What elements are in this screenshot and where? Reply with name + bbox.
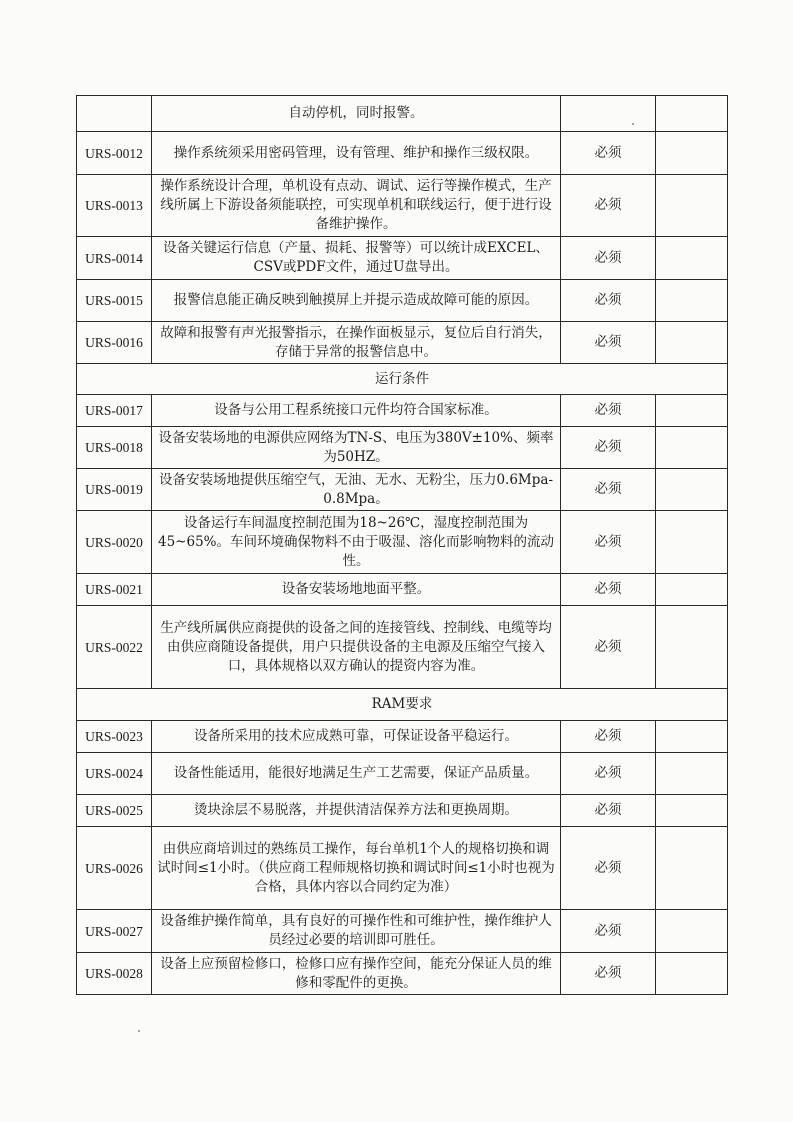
requirement-id: URS-0027 bbox=[77, 910, 152, 953]
requirement-row bbox=[77, 237, 728, 280]
requirements-table bbox=[76, 95, 728, 995]
requirement-description: 设备性能适用，能很好地满足生产工艺需要，保证产品质量。 bbox=[152, 753, 561, 795]
requirement-id: URS-0025 bbox=[77, 795, 152, 827]
requirement-id: URS-0028 bbox=[77, 953, 152, 995]
requirement-priority: 必须 bbox=[561, 237, 656, 280]
requirement-remark bbox=[656, 96, 728, 132]
section-title: 运行条件 bbox=[77, 364, 728, 395]
requirement-id: URS-0026 bbox=[77, 827, 152, 910]
requirement-id: URS-0024 bbox=[77, 753, 152, 795]
section-header-row bbox=[77, 364, 728, 395]
requirement-id: URS-0019 bbox=[77, 469, 152, 511]
requirement-priority: 必须 bbox=[561, 427, 656, 469]
requirement-row bbox=[77, 753, 728, 795]
requirement-id: URS-0018 bbox=[77, 427, 152, 469]
requirement-remark bbox=[656, 427, 728, 469]
requirement-remark bbox=[656, 132, 728, 175]
requirement-row bbox=[77, 795, 728, 827]
requirement-row bbox=[77, 721, 728, 753]
requirement-description: 设备安装场地地面平整。 bbox=[152, 574, 561, 606]
requirement-remark bbox=[656, 511, 728, 574]
requirement-priority: 必须 bbox=[561, 953, 656, 995]
requirement-priority: 必须 bbox=[561, 132, 656, 175]
requirement-description: 由供应商培训过的熟练员工操作，每台单机1个人的规格切换和调试时间≤1小时。（供应商工程师规格切换和调试时间≤1小时也视为合格，具体内容以合同约定为准） bbox=[152, 827, 561, 910]
requirement-priority: 必须 bbox=[561, 721, 656, 753]
requirement-row bbox=[77, 395, 728, 427]
requirement-id: URS-0023 bbox=[77, 721, 152, 753]
requirement-remark bbox=[656, 395, 728, 427]
scan-speck bbox=[138, 1030, 140, 1032]
requirement-row bbox=[77, 606, 728, 689]
requirement-id: URS-0012 bbox=[77, 132, 152, 175]
requirement-remark bbox=[656, 237, 728, 280]
requirement-priority: 必须 bbox=[561, 322, 656, 364]
requirement-priority bbox=[561, 96, 656, 132]
requirement-priority: 必须 bbox=[561, 511, 656, 574]
requirement-priority: 必须 bbox=[561, 606, 656, 689]
requirement-description: 设备安装场地提供压缩空气，无油、无水、无粉尘，压力0.6Mpa-0.8Mpa。 bbox=[152, 469, 561, 511]
requirement-remark bbox=[656, 910, 728, 953]
requirement-description: 生产线所属供应商提供的设备之间的连接管线、控制线、电缆等均由供应商随设备提供，用户只提供设备的主电源及压缩空气接入口，具体规格以双方确认的提资内容为准。 bbox=[152, 606, 561, 689]
requirement-row bbox=[77, 175, 728, 237]
requirement-remark bbox=[656, 953, 728, 995]
requirement-priority: 必须 bbox=[561, 827, 656, 910]
requirement-id: URS-0017 bbox=[77, 395, 152, 427]
requirement-priority: 必须 bbox=[561, 574, 656, 606]
requirement-priority: 必须 bbox=[561, 795, 656, 827]
requirement-remark bbox=[656, 827, 728, 910]
requirement-id: URS-0016 bbox=[77, 322, 152, 364]
scan-speck bbox=[632, 123, 634, 125]
requirement-id: URS-0022 bbox=[77, 606, 152, 689]
requirement-row bbox=[77, 574, 728, 606]
requirement-row bbox=[77, 280, 728, 322]
requirement-id: URS-0013 bbox=[77, 175, 152, 237]
requirement-description: 设备运行车间温度控制范围为18~26℃，湿度控制范围为45~65%。车间环境确保物料不由于吸湿、溶化而影响物料的流动性。 bbox=[152, 511, 561, 574]
requirement-description: 设备关键运行信息（产量、损耗、报警等）可以统计成EXCEL、CSV或PDF文件，通过U盘导出。 bbox=[152, 237, 561, 280]
requirement-remark bbox=[656, 606, 728, 689]
requirement-row bbox=[77, 953, 728, 995]
requirement-priority: 必须 bbox=[561, 395, 656, 427]
requirement-remark bbox=[656, 280, 728, 322]
requirement-remark bbox=[656, 322, 728, 364]
requirement-remark bbox=[656, 574, 728, 606]
requirement-description: 设备所采用的技术应成熟可靠，可保证设备平稳运行。 bbox=[152, 721, 561, 753]
requirement-description: 操作系统须采用密码管理，设有管理、维护和操作三级权限。 bbox=[152, 132, 561, 175]
section-title: RAM要求 bbox=[77, 689, 728, 721]
requirement-id: URS-0014 bbox=[77, 237, 152, 280]
requirement-description: 报警信息能正确反映到触摸屏上并提示造成故障可能的原因。 bbox=[152, 280, 561, 322]
requirement-description: 操作系统设计合理，单机设有点动、调试、运行等操作模式，生产线所属上下游设备须能联控，可实现单机和联线运行，便于进行设备维护操作。 bbox=[152, 175, 561, 237]
requirement-description: 自动停机，同时报警。 bbox=[152, 96, 561, 132]
requirement-row bbox=[77, 322, 728, 364]
requirement-priority: 必须 bbox=[561, 753, 656, 795]
requirement-remark bbox=[656, 175, 728, 237]
requirement-row bbox=[77, 427, 728, 469]
requirement-row bbox=[77, 132, 728, 175]
requirement-row bbox=[77, 96, 728, 132]
requirement-row bbox=[77, 827, 728, 910]
requirement-description: 设备维护操作简单，具有良好的可操作性和可维护性，操作维护人员经过必要的培训即可胜任。 bbox=[152, 910, 561, 953]
requirement-description: 烫块涂层不易脱落，并提供清洁保养方法和更换周期。 bbox=[152, 795, 561, 827]
section-header-row bbox=[77, 689, 728, 721]
requirement-remark bbox=[656, 469, 728, 511]
requirement-id bbox=[77, 96, 152, 132]
requirement-description: 设备上应预留检修口，检修口应有操作空间，能充分保证人员的维修和零配件的更换。 bbox=[152, 953, 561, 995]
requirement-id: URS-0020 bbox=[77, 511, 152, 574]
requirement-description: 故障和报警有声光报警指示，在操作面板显示，复位后自行消失，存储于异常的报警信息中。 bbox=[152, 322, 561, 364]
requirement-priority: 必须 bbox=[561, 175, 656, 237]
requirement-description: 设备与公用工程系统接口元件均符合国家标准。 bbox=[152, 395, 561, 427]
requirement-id: URS-0021 bbox=[77, 574, 152, 606]
requirement-description: 设备安装场地的电源供应网络为TN-S、电压为380V±10%、频率为50HZ。 bbox=[152, 427, 561, 469]
requirement-priority: 必须 bbox=[561, 469, 656, 511]
requirement-priority: 必须 bbox=[561, 910, 656, 953]
requirement-remark bbox=[656, 753, 728, 795]
requirement-row bbox=[77, 469, 728, 511]
requirement-priority: 必须 bbox=[561, 280, 656, 322]
requirement-id: URS-0015 bbox=[77, 280, 152, 322]
requirement-remark bbox=[656, 721, 728, 753]
requirements-table-body bbox=[77, 96, 728, 995]
requirement-row bbox=[77, 910, 728, 953]
requirement-remark bbox=[656, 795, 728, 827]
requirement-row bbox=[77, 511, 728, 574]
